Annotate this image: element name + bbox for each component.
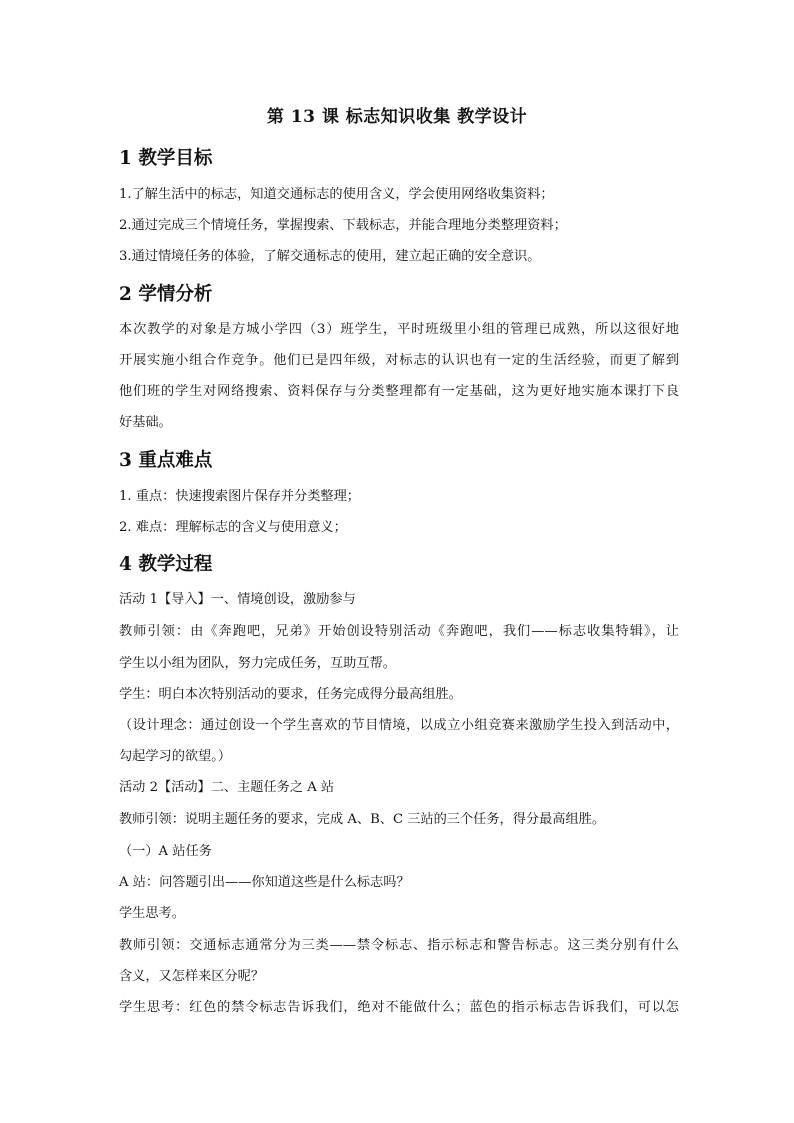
paragraph-line: 勾起学习的欲望。） [119,749,232,764]
paragraph-line: 教师引领：交通标志通常分为三类——禁令标志、指示标志和警告标志。这三类分别有什么 [119,938,679,953]
paragraph-line: 1.了解生活中的标志，知道交通标志的使用含义，学会使用网络收集资料； [119,187,554,202]
section-heading-objectives: 1 教学目标 [119,148,213,169]
paragraph-line: 活动 1【导入】一、情境创设，激励参与 [119,592,356,607]
paragraph-line: 他们班的学生对网络搜索、资料保存与分类整理都有一定基础，这为更好地实施本课打下良 [119,384,679,399]
section-heading-key-points: 3 重点难点 [119,450,213,471]
paragraph-line: 2.通过完成三个情境任务，掌握搜索、下载标志，并能合理地分类整理资料； [119,218,567,233]
paragraph-line: 学生思考。 [119,906,185,921]
paragraph-line: A 站：问答题引出——你知道这些是什么标志吗？ [119,875,410,890]
paragraph-line: （一）A 站任务 [119,844,212,859]
paragraph-line: （设计理念：通过创设一个学生喜欢的节目情境，以成立小组竞赛来激励学生投入到活动中， [119,718,679,733]
paragraph-line: 开展实施小组合作竞争。他们已是四年级，对标志的认识也有一定的生活经验，而更了解到 [119,353,679,368]
paragraph-line: 教师引领：说明主题任务的要求，完成 A、B、C 三站的三个任务，得分最高组胜。 [119,812,606,827]
page-title: 第 13 课 标志知识收集 教学设计 [266,107,528,127]
paragraph-line: 本次教学的对象是方城小学四（3）班学生，平时班级里小组的管理已成熟，所以这很好地 [119,322,679,337]
paragraph-line: 2. 难点：理解标志的含义与使用意义； [119,520,347,535]
paragraph-line: 含义，又怎样来区分呢？ [119,969,265,984]
section-heading-process: 4 教学过程 [119,554,213,575]
paragraph-line: 学生：明白本次特别活动的要求，任务完成得分最高组胜。 [119,687,462,702]
paragraph-line: 1. 重点：快速搜索图片保存并分类整理； [119,489,360,504]
paragraph-line: 教师引领：由《奔跑吧，兄弟》开始创设特别活动《奔跑吧，我们——标志收集特辑》，让 [119,624,679,639]
paragraph-line: 好基础。 [119,415,172,430]
section-heading-analysis: 2 学情分析 [119,284,213,305]
paragraph-line: 3.通过情境任务的体验，了解交通标志的使用，建立起正确的安全意识。 [119,249,541,264]
paragraph-line: 学生思考：红色的禁令标志告诉我们，绝对不能做什么；蓝色的指示标志告诉我们，可以怎 [119,1000,679,1015]
paragraph-line: 活动 2【活动】二、主题任务之 A 站 [119,780,335,795]
paragraph-line: 学生以小组为团队，努力完成任务，互助互帮。 [119,656,396,671]
